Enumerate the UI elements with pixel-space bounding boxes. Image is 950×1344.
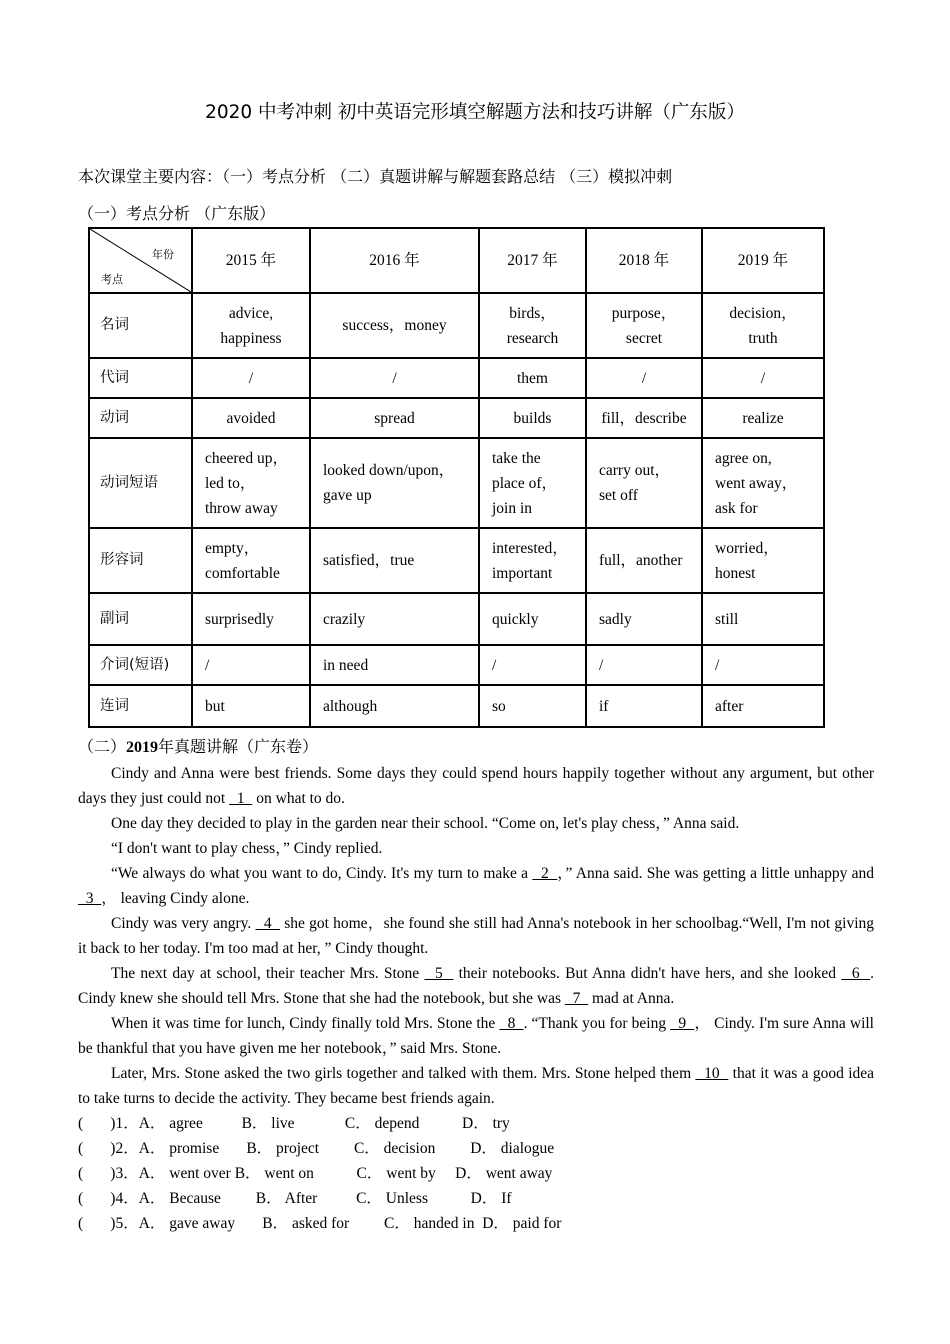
table-cell (310, 358, 479, 398)
table-cell (192, 645, 310, 685)
section2-suffix: 年真题讲解（广东卷） (158, 737, 319, 756)
cell-line: but (205, 697, 225, 715)
cell-line: / (715, 656, 720, 674)
cell-line: purpose， (611, 304, 677, 322)
question-item: ( )3．A． went over B． went on C． went by D． went away (78, 1165, 553, 1182)
cell-line: / (492, 656, 497, 674)
cell-line: / (205, 656, 210, 674)
row-label: 名词 (89, 293, 192, 358)
table-cell (479, 293, 586, 358)
table-cell (479, 685, 586, 727)
section2-heading (78, 734, 318, 757)
cell-line: place of， (492, 474, 557, 492)
cell-line: full，another (599, 552, 683, 569)
blank-number: 9 (670, 1015, 695, 1032)
page-title: 2020 中考冲刺 初中英语完形填空解题方法和技巧讲解（广东版） (205, 102, 745, 123)
blank-number: 4 (255, 915, 281, 932)
row-label: 代词 (89, 358, 192, 398)
year-header: 2017 年 (479, 228, 586, 293)
passage-paragraph: One day they decided to play in the garden near their school. “Come on, let's play chess，” Anna said. (111, 815, 740, 832)
table-cell (192, 398, 310, 438)
cell-line: still (715, 610, 739, 628)
table-cell (702, 358, 824, 398)
table-cell (586, 358, 702, 398)
table-cell (479, 528, 586, 593)
cell-line: comfortable (205, 564, 280, 582)
table-cell (310, 528, 479, 593)
cell-line: sadly (599, 610, 632, 628)
table-cell (192, 685, 310, 727)
cell-line: interested， (492, 539, 568, 557)
year-header: 2019 年 (702, 228, 824, 293)
year-header: 2018 年 (586, 228, 702, 293)
table-cell (586, 593, 702, 645)
passage-paragraph: When it was time for lunch, Cindy finally told Mrs. Stone the 8 . “Thank you for being 9 ， Cindy. I'm sure Anna will be thankful that you have given me her notebook，” said Mrs. Stone. (78, 1015, 874, 1057)
cell-line: avoided (226, 409, 276, 427)
passage-paragraph: Cindy and Anna were best friends. Some days they could spend hours happily together without any argument, but other days they just could not 1 on what to do. (78, 765, 874, 807)
table-cell (310, 685, 479, 727)
table-cell (310, 293, 479, 358)
cell-line: empty， (205, 539, 260, 557)
cell-line: join in (492, 499, 533, 517)
blank-number: 8 (499, 1015, 524, 1032)
row-label: 动词短语 (89, 438, 192, 528)
passage-paragraph: Later, Mrs. Stone asked the two girls together and talked with them. Mrs. Stone helped them 10 that it was a good idea to take turns to decide the activity. They became best friends again. (78, 1065, 875, 1107)
table-cell (702, 438, 824, 528)
cell-line: set off (599, 487, 638, 504)
table-cell (702, 645, 824, 685)
table-row (89, 438, 824, 528)
table-cell (310, 398, 479, 438)
cell-line: success，money (342, 317, 447, 334)
cell-line: went away， (715, 474, 798, 492)
cell-line: research (506, 329, 559, 347)
table-cell (702, 293, 824, 358)
table-cell (586, 293, 702, 358)
table-header-row (89, 228, 824, 293)
blank-number: 2 (532, 865, 558, 882)
question-item: ( )4．A． Because B． After C． Unless D． If (78, 1190, 512, 1207)
cell-line: satisfied，true (323, 552, 415, 569)
year-header: 2015 年 (192, 228, 310, 293)
cell-line: them (517, 369, 548, 387)
passage-paragraph: “I don't want to play chess，” Cindy replied. (111, 840, 383, 857)
table-cell (702, 593, 824, 645)
cell-line: happiness (220, 329, 282, 347)
row-label: 动词 (89, 398, 192, 438)
cell-line: gave up (323, 487, 372, 504)
cell-line: / (248, 369, 254, 387)
blank-number: 10 (695, 1065, 729, 1082)
cell-line: / (641, 369, 647, 387)
cell-line: birds， (509, 304, 556, 322)
question-item: ( )5．A． gave away B． asked for C． handed in D． paid for (78, 1215, 562, 1232)
cell-line: cheered up， (205, 449, 289, 467)
table-cell (586, 528, 702, 593)
table-row (89, 528, 824, 593)
cell-line: crazily (323, 610, 366, 628)
table-row (89, 293, 824, 358)
table-cell (192, 528, 310, 593)
table-cell (192, 358, 310, 398)
cell-line: / (760, 369, 766, 387)
cell-line: builds (513, 409, 552, 427)
table-cell (310, 438, 479, 528)
cell-line: ask for (715, 499, 758, 517)
table-row (89, 398, 824, 438)
cloze-passage (78, 761, 874, 1111)
blank-number: 3 (78, 890, 102, 907)
passage-paragraph: Cindy was very angry. 4 she got home，she found she still had Anna's notebook in her schoolbag.“Well, I'm not giving it back to her today. I'm too mad at her, ” Cindy thought. (78, 915, 874, 957)
cell-line: advice, (228, 304, 274, 322)
table-row (89, 685, 824, 727)
table-cell (192, 438, 310, 528)
cell-line: worried， (715, 539, 779, 557)
table-cell (192, 593, 310, 645)
table-cell (586, 438, 702, 528)
cell-line: / (599, 656, 604, 674)
cell-line: surprisedly (205, 610, 274, 628)
table-cell (192, 293, 310, 358)
table-cell (702, 398, 824, 438)
cell-line: / (392, 369, 397, 387)
table-cell (479, 593, 586, 645)
cell-line: if (599, 697, 609, 715)
table-cell (586, 398, 702, 438)
question-item: ( )2．A． promise B． project C． decision D． dialogue (78, 1140, 555, 1157)
blank-number: 6 (841, 965, 871, 982)
cell-line: take the (492, 449, 541, 467)
row-label: 连词 (89, 685, 192, 727)
table-cell (586, 685, 702, 727)
cell-line: spread (374, 409, 415, 427)
cell-line: led to， (205, 474, 256, 492)
cell-line: throw away (205, 499, 278, 517)
cell-line: realize (742, 409, 784, 427)
section2-prefix: （二） (78, 737, 127, 756)
blank-number: 1 (229, 790, 253, 807)
cell-line: fill，describe (601, 409, 687, 427)
row-label: 形容词 (89, 528, 192, 593)
exam-points-table (88, 227, 825, 728)
blank-number: 5 (424, 965, 454, 982)
table-row (89, 593, 824, 645)
cell-line: although (323, 697, 378, 715)
blank-number: 7 (564, 990, 589, 1007)
lesson-intro: 本次课堂主要内容：（一）考点分析 （二）真题讲解与解题套路总结 （三）模拟冲刺 (78, 167, 673, 186)
cell-line: carry out， (599, 462, 671, 479)
cell-line: in need (323, 656, 369, 674)
cell-line: secret (625, 329, 663, 347)
row-label: 副词 (89, 593, 192, 645)
cell-line: honest (715, 564, 756, 582)
table-row (89, 358, 824, 398)
corner-point-label: 考点 (101, 273, 123, 286)
year-header: 2016 年 (310, 228, 479, 293)
row-label: 介词(短语) (89, 645, 192, 685)
table-cell (479, 398, 586, 438)
table-row (89, 645, 824, 685)
cell-line: agree on, (715, 449, 772, 467)
table-cell (586, 645, 702, 685)
table-cell (479, 438, 586, 528)
section2-year: 2019 (126, 739, 159, 756)
table-cell (310, 593, 479, 645)
cell-line: after (715, 697, 744, 715)
cell-line: looked down/upon， (323, 462, 455, 479)
table-corner-cell (89, 228, 192, 293)
table-cell (479, 645, 586, 685)
table-cell (479, 358, 586, 398)
passage-paragraph: The next day at school, their teacher Mrs. Stone 5 their notebooks. But Anna didn't have hers, and she looked 6 . Cindy knew she should tell Mrs. Stone that she had the notebook, but she was 7 mad at Anna. (78, 965, 875, 1007)
cell-line: important (492, 564, 553, 582)
corner-year-label: 年份 (152, 248, 174, 261)
question-item: ( )1．A． agree B． live C． depend D． try (78, 1115, 510, 1132)
cell-line: decision，truth (729, 304, 797, 347)
cell-line: quickly (492, 610, 539, 628)
table-cell (702, 528, 824, 593)
table-cell (310, 645, 479, 685)
section1-heading: （一）考点分析 （广东版） (78, 204, 276, 223)
table-cell (702, 685, 824, 727)
cell-line: so (492, 697, 506, 715)
passage-paragraph: “We always do what you want to do, Cindy. It's my turn to make a 2 ，” Anna said. She was getting a little unhappy and 3 ， leaving Cindy alone. (78, 865, 874, 907)
